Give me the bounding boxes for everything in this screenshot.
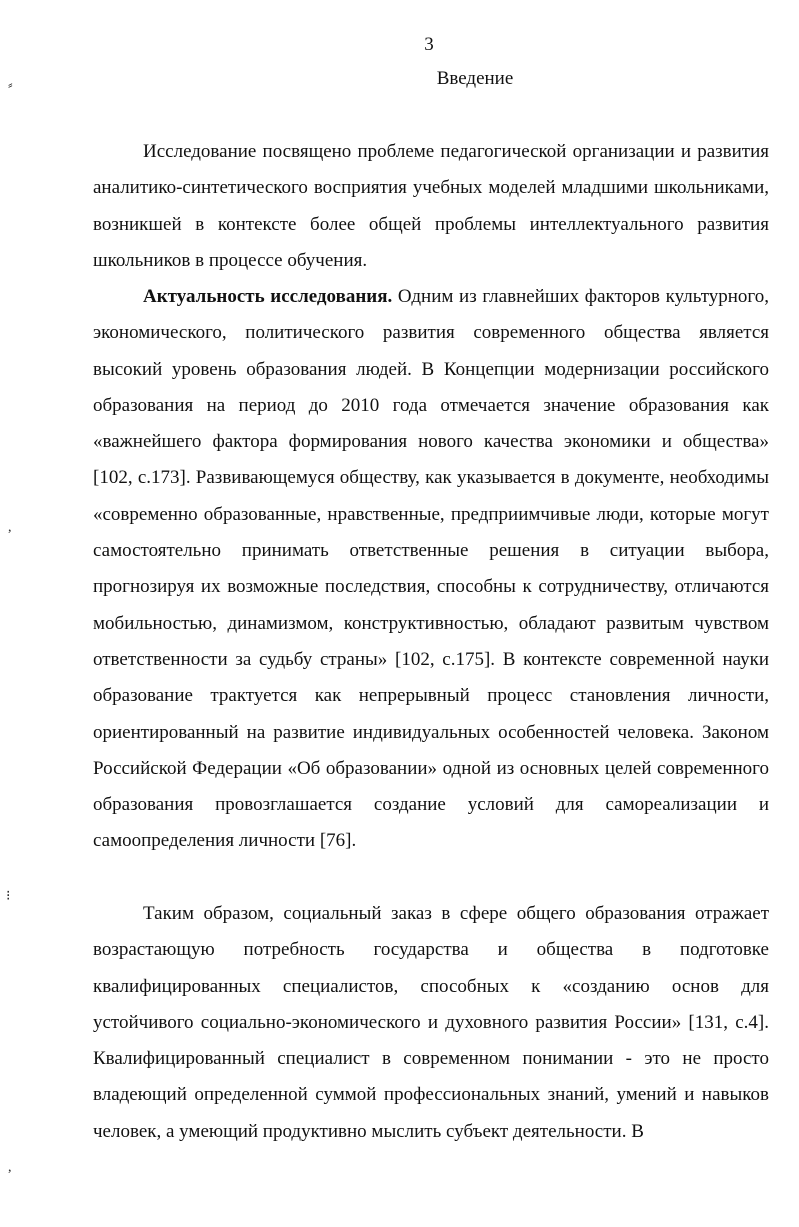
paragraph-relevance <box>93 279 769 860</box>
paragraph-social-order: Таким образом, социальный заказ в сфере общего образования отражает возрастающую потребность государства и общества в подготовке квалифицированных специалистов, способных к «созданию основ для устойчивого социально-экономического и духовного развития России» [131, с.4]. Квалифицированный специалист в современном понимании - это не просто владеющий определенной суммой профессиональных знаний, умений и навыков человек, а умеющий продуктивно мыслить субъект деятельности. В <box>93 903 769 1142</box>
scan-artifact: ⸗ <box>8 78 13 93</box>
scan-artifact: , <box>8 1160 12 1175</box>
scan-artifact: , <box>8 520 12 535</box>
paragraph-intro: Исследование посвящено проблеме педагогической организации и развития аналитико-синтетического восприятия учебных моделей младшими школьниками, возникшей в контексте более общей проблемы интеллектуального развития школьников в процессе обучения. <box>93 141 769 271</box>
page-number: 3 <box>424 34 434 55</box>
relevance-title: Актуальность исследования. <box>143 286 393 307</box>
relevance-text: Одним из главнейших факторов культурного, экономического, политического развития современного общества является высокий уровень образования людей. В Концепции модернизации российского образования на период до 2010 года отмечается значение образования как «важнейшего фактора формирования нового качества экономики и общества» [102, с.173]. Развивающемуся обществу, как указывается в документе, необходимы «современно образованные, нравственные, предприимчивые люди, которые могут самостоятельно принимать ответственные решения в ситуации выбора, прогнозируя их возможные последствия, способны к сотрудничеству, отличаются мобильностью, динамизмом, конструктивностью, обладают развитым чувством ответственности за судьбу страны» [102, с.175]. В контексте современной науки образование трактуется как непрерывный процесс становления личности, ориентированный на развитие индивидуальных особенностей человека. Законом Российской Федерации «Об образовании» одной из основных целей современного образования провозглашается создание условий для самореализации и самоопределения личности [76]. <box>93 286 769 852</box>
scan-artifact: ⁝ <box>6 889 11 904</box>
section-heading: Введение <box>436 68 514 89</box>
